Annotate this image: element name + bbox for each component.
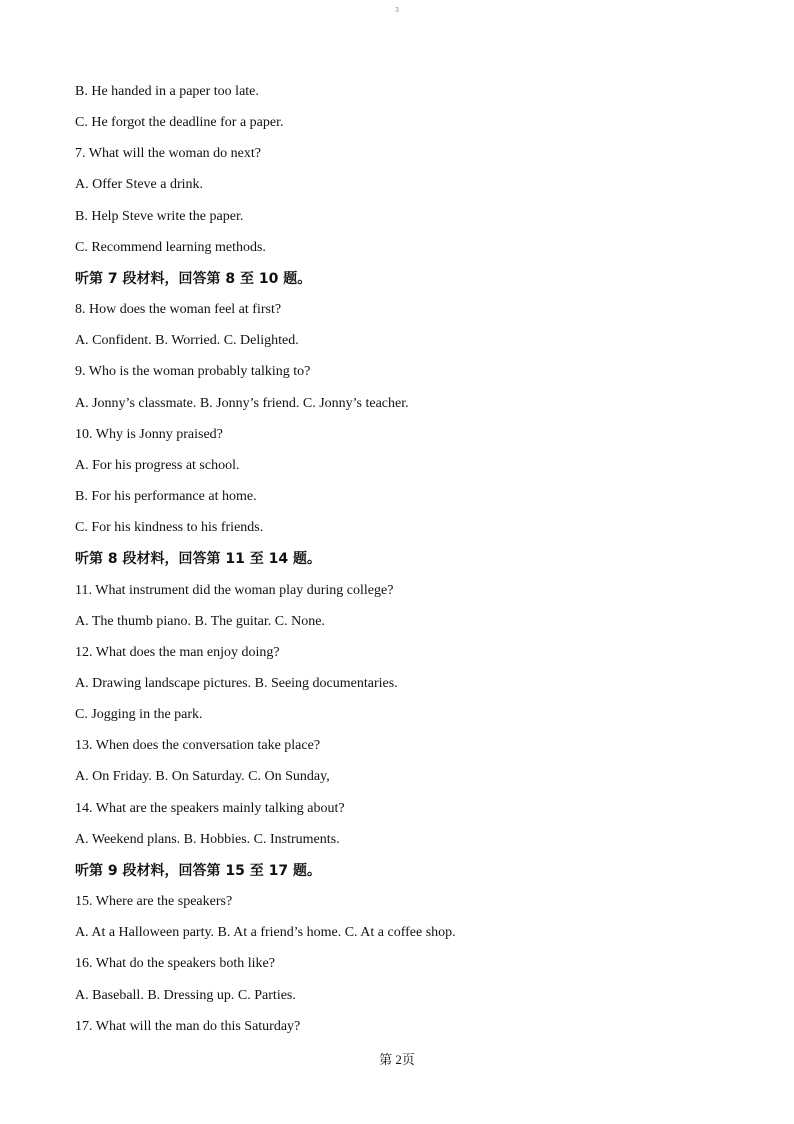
section-heading: 听第 9 段材料，回答第 15 至 17 题。	[75, 862, 321, 879]
answer-options: A. Jonny’s classmate. B. Jonny’s friend. C. Jonny’s teacher.	[75, 395, 409, 411]
answer-options: C. Recommend learning methods.	[75, 239, 266, 255]
answer-options: A. The thumb piano. B. The guitar. C. None.	[75, 613, 325, 629]
answer-options: C. Jogging in the park.	[75, 707, 203, 723]
question-text: 14. What are the speakers mainly talking about?	[75, 800, 345, 816]
answer-options: B. For his performance at home.	[75, 489, 257, 505]
section-heading: 听第 7 段材料，回答第 8 至 10 题。	[75, 270, 312, 287]
question-text: 16. What do the speakers both like?	[75, 956, 275, 972]
question-text: 10. Why is Jonny praised?	[75, 426, 223, 442]
question-text: 13. When does the conversation take place?	[75, 738, 321, 754]
answer-options: A. Confident. B. Worried. C. Delighted.	[75, 333, 299, 349]
answer-options: A. Baseball. B. Dressing up. C. Parties.	[75, 987, 296, 1003]
answer-options: B. Help Steve write the paper.	[75, 208, 244, 224]
page-number: 第 2页	[379, 1052, 415, 1067]
question-text: 17. What will the man do this Saturday?	[75, 1018, 301, 1034]
question-text: 7. What will the woman do next?	[75, 146, 261, 162]
section-heading: 听第 8 段材料，回答第 11 至 14 题。	[75, 551, 321, 568]
question-text: 9. Who is the woman probably talking to?	[75, 364, 311, 380]
question-text: 11. What instrument did the woman play during college?	[75, 582, 394, 598]
answer-options: A. At a Halloween party. B. At a friend’s home. C. At a coffee shop.	[75, 925, 456, 941]
question-text: 12. What does the man enjoy doing?	[75, 644, 280, 660]
page-top-mark: 3	[395, 6, 399, 14]
question-text: 8. How does the woman feel at first?	[75, 302, 282, 318]
answer-options: A. For his progress at school.	[75, 457, 240, 473]
document-body	[75, 79, 755, 1045]
answer-options: A. Weekend plans. B. Hobbies. C. Instruments.	[75, 831, 340, 847]
answer-options: C. He forgot the deadline for a paper.	[75, 115, 284, 131]
answer-options: C. For his kindness to his friends.	[75, 520, 264, 536]
answer-options: B. He handed in a paper too late.	[75, 84, 259, 99]
answer-options: A. On Friday. B. On Saturday. C. On Sunday,	[75, 769, 330, 785]
answer-options: A. Drawing landscape pictures. B. Seeing documentaries.	[75, 675, 398, 691]
answer-options: A. Offer Steve a drink.	[75, 177, 204, 193]
question-text: 15. Where are the speakers?	[75, 894, 233, 910]
